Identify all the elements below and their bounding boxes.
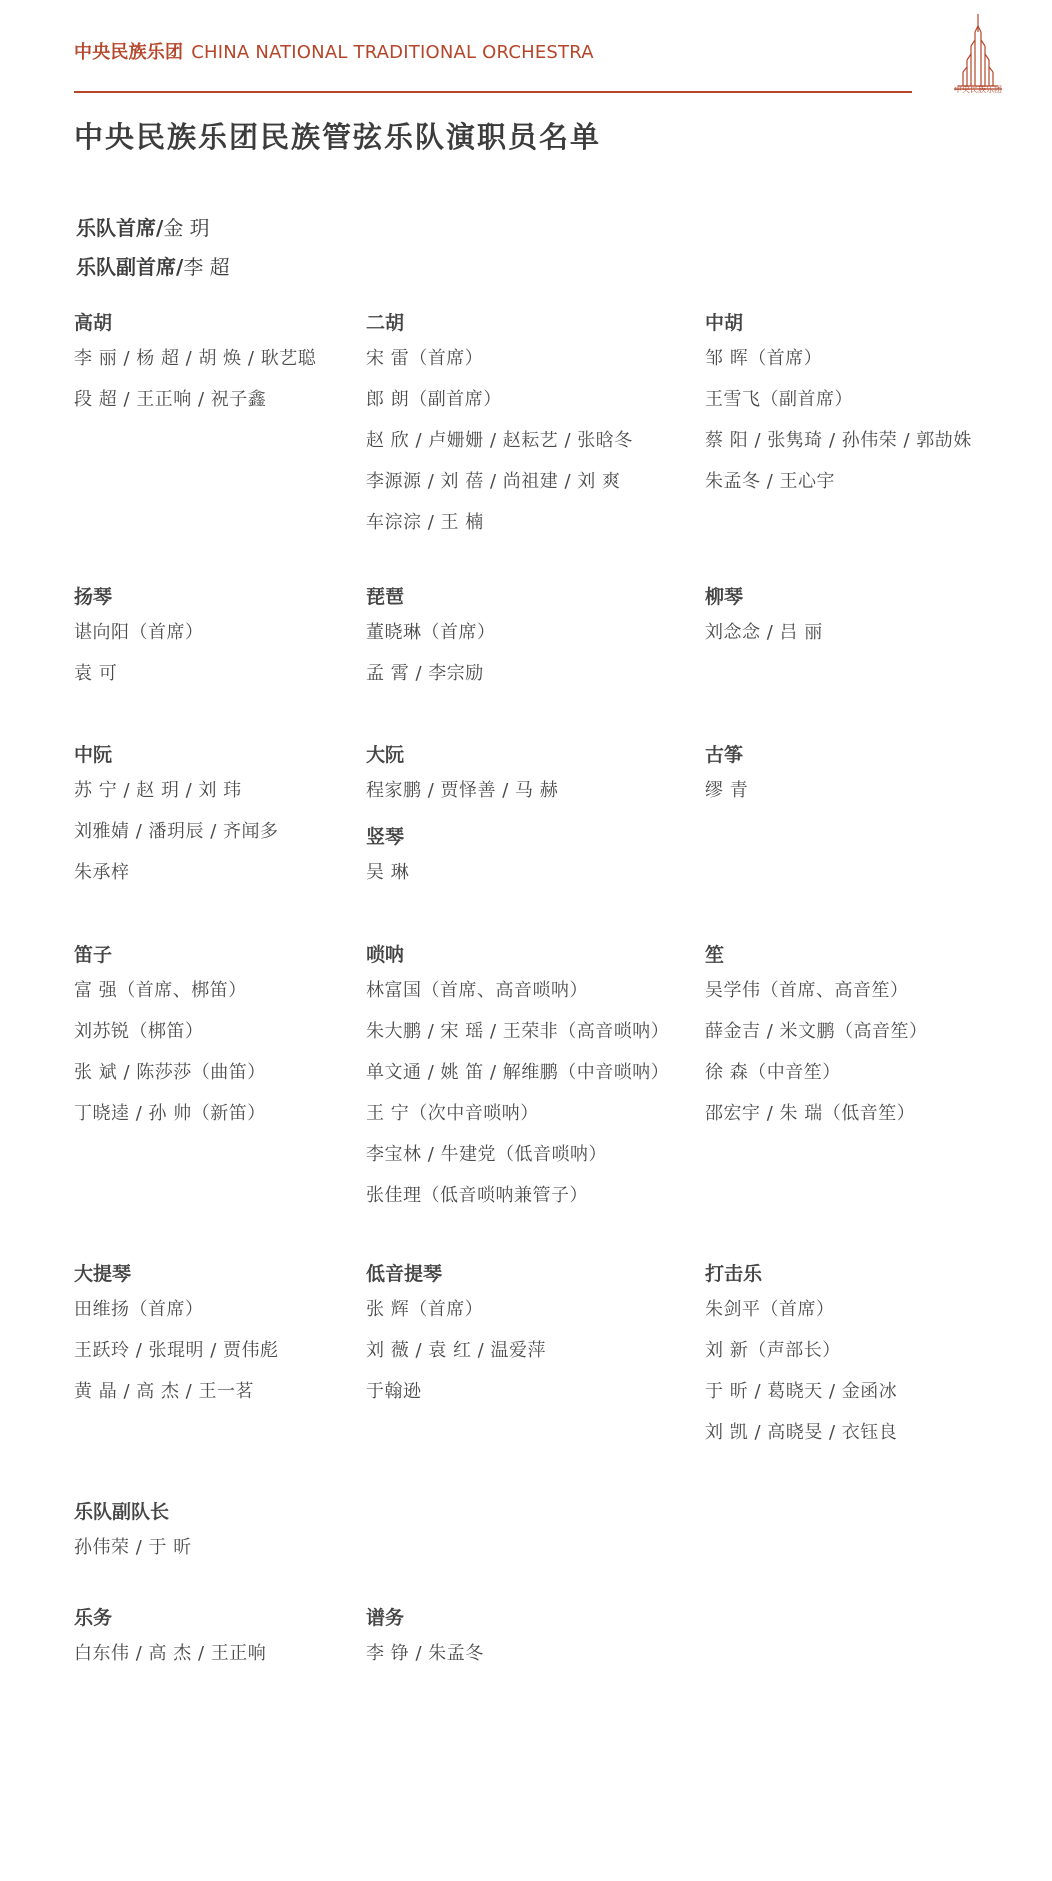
section-heading: 笙 [705,944,725,966]
member-line: 程家鹏 / 贾怿善 / 马 赫 [366,780,559,801]
member-line: 林富国（首席、高音唢呐） [366,980,588,1001]
section-heading: 大提琴 [74,1263,132,1285]
member-line: 袁 可 [74,663,118,684]
member-line: 王雪飞（副首席） [705,389,853,410]
section-heading: 中阮 [74,744,113,766]
member-line: 朱剑平（首席） [705,1299,835,1320]
section-heading: 古筝 [705,744,744,766]
member-line: 邹 晖（首席） [705,348,823,369]
member-line: 吴学伟（首席、高音笙） [705,980,909,1001]
section-suona [366,940,669,1216]
section-shuqin [366,822,409,893]
member-line: 董晓琳（首席） [366,622,496,643]
member-line: 张 斌 / 陈莎莎（曲笛） [74,1062,266,1083]
member-line: 朱大鹏 / 宋 瑶 / 王荣非（高音唢呐） [366,1021,670,1042]
member-line: 朱孟冬 / 王心宇 [705,471,836,492]
member-line: 徐 森（中音笙） [705,1062,841,1083]
section-puwu [366,1603,484,1674]
section-heading: 笛子 [74,944,113,966]
section-heading: 打击乐 [705,1263,763,1285]
header-org-name [74,38,594,64]
section-percussion [705,1259,897,1453]
member-line: 郎 朗（副首席） [366,389,502,410]
section-heading: 琵琶 [366,586,405,608]
member-line: 缪 青 [705,780,749,801]
section-heading: 竖琴 [366,826,405,848]
section-heading: 柳琴 [705,586,744,608]
section-guzheng [705,740,748,811]
member-line: 邵宏宇 / 朱 瑞（低音笙） [705,1103,916,1124]
member-line: 王 宁（次中音唢呐） [366,1103,539,1124]
member-line: 孟 霄 / 李宗励 [366,663,484,684]
leader-role: 乐队副首席/ [76,255,184,279]
section-heading: 谱务 [366,1607,405,1629]
member-line: 于翰逊 [366,1381,422,1402]
member-line: 王跃玲 / 张琨明 / 贾伟彪 [74,1340,279,1361]
member-line: 孙伟荣 / 于 昕 [74,1537,192,1558]
section-heading: 高胡 [74,312,113,334]
member-line: 丁晓逵 / 孙 帅（新笛） [74,1103,266,1124]
member-line: 富 强（首席、梆笛） [74,980,247,1001]
member-line: 薛金吉 / 米文鹏（高音笙） [705,1021,928,1042]
section-heading: 中胡 [705,312,744,334]
member-line: 刘 新（声部长） [705,1340,841,1361]
member-line: 刘 薇 / 袁 红 / 温爱萍 [366,1340,546,1361]
section-liuqin [705,582,823,653]
section-heading: 乐队副队长 [74,1501,170,1523]
member-line: 白东伟 / 高 杰 / 王正响 [74,1643,267,1664]
section-erhu [366,308,633,543]
header-org-cn: 中央民族乐团 [74,42,184,63]
header-org-en: CHINA NATIONAL TRADITIONAL ORCHESTRA [191,42,594,63]
section-heading: 二胡 [366,312,405,334]
section-heading: 大阮 [366,744,405,766]
member-line: 单文通 / 姚 笛 / 解维鹏（中音唢呐） [366,1062,670,1083]
section-diyintiqin [366,1259,546,1412]
member-line: 谌向阳（首席） [74,622,204,643]
section-zhongruan [74,740,279,893]
member-line: 张佳理（低音唢呐兼管子） [366,1185,588,1206]
member-line: 张 辉（首席） [366,1299,484,1320]
member-line: 刘念念 / 吕 丽 [705,622,823,643]
section-zhonghu [705,308,972,502]
member-line: 苏 宁 / 赵 玥 / 刘 玮 [74,780,242,801]
member-line: 李 丽 / 杨 超 / 胡 焕 / 耿艺聪 [74,348,317,369]
leader-name: 金 玥 [163,216,210,240]
section-pipa [366,582,496,694]
section-deputy-leader [74,1497,192,1568]
member-line: 李 铮 / 朱孟冬 [366,1643,484,1664]
leader-role: 乐队首席/ [76,216,164,240]
member-line: 黄 晶 / 高 杰 / 王一茗 [74,1381,254,1402]
member-line: 蔡 阳 / 张隽琦 / 孙伟荣 / 郭劼姝 [705,430,972,451]
member-line: 李源源 / 刘 蓓 / 尚祖建 / 刘 爽 [366,471,621,492]
member-line: 田维扬（首席） [74,1299,204,1320]
assistant-concertmaster-line [76,251,230,280]
member-line: 吴 琳 [366,862,410,883]
section-yangqin [74,582,204,694]
member-line: 朱承梓 [74,862,130,883]
member-line: 赵 欣 / 卢姗姗 / 赵耘艺 / 张晗冬 [366,430,633,451]
header-divider [74,91,912,93]
member-line: 段 超 / 王正响 / 祝子鑫 [74,389,267,410]
section-heading: 扬琴 [74,586,113,608]
section-daruan [366,740,558,811]
section-sheng [705,940,928,1134]
section-heading: 低音提琴 [366,1263,443,1285]
member-line: 刘雅婧 / 潘玥辰 / 齐闻多 [74,821,279,842]
member-line: 于 昕 / 葛晓天 / 金函冰 [705,1381,898,1402]
section-dizi [74,940,266,1134]
member-line: 刘 凯 / 高晓旻 / 衣钰良 [705,1422,898,1443]
section-datiqin [74,1259,279,1412]
concertmaster-line [76,212,210,241]
section-heading: 唢呐 [366,944,405,966]
member-line: 宋 雷（首席） [366,348,484,369]
member-line: 李宝林 / 牛建党（低音唢呐） [366,1144,608,1165]
member-line: 车淙淙 / 王 楠 [366,512,484,533]
member-line: 刘苏锐（梆笛） [74,1021,204,1042]
section-yuewu [74,1603,266,1674]
leader-name: 李 超 [183,255,230,279]
section-gaohu [74,308,316,420]
page-title: 中央民族乐团民族管弦乐队演职员名单 [74,120,602,154]
logo-caption: 中央民族乐团 [954,85,1002,94]
section-heading: 乐务 [74,1607,113,1629]
